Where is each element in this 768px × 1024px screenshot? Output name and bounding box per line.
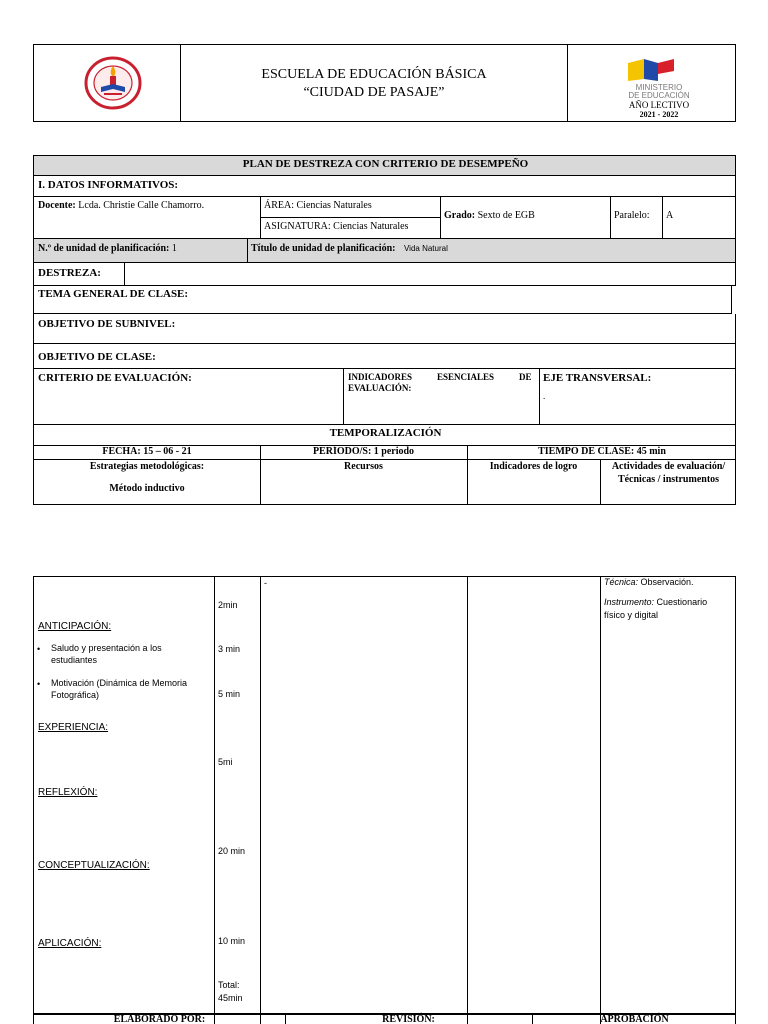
school-year-label: AÑO LECTIVO bbox=[628, 100, 690, 110]
objetivo-subnivel-row bbox=[33, 314, 736, 344]
time-total-label: Total: bbox=[218, 980, 240, 990]
instrumento-label: Instrumento: bbox=[604, 597, 655, 607]
indicadores-label-3: DE bbox=[519, 372, 532, 382]
aplicacion-label: APLICACIÓN: bbox=[38, 938, 102, 949]
conceptualizacion-label: CONCEPTUALIZACIÓN: bbox=[38, 860, 150, 871]
destreza-label: DESTREZA: bbox=[38, 267, 101, 279]
section-datos-label: I. DATOS INFORMATIVOS: bbox=[38, 179, 179, 191]
time-saludo: 3 min bbox=[218, 644, 241, 654]
column-indicadores: Indicadores de logro bbox=[489, 461, 578, 472]
docente-value: Lcda. Christie Calle Chamorro. bbox=[78, 200, 205, 211]
grado-label: Grado: bbox=[444, 210, 476, 221]
asignatura-value: Ciencias Naturales bbox=[333, 221, 409, 232]
plan-title: PLAN DE DESTREZA CON CRITERIO DE DESEMPEÑO bbox=[242, 158, 529, 170]
objetivo-clase-label: OBJETIVO DE CLASE: bbox=[38, 351, 156, 363]
unidad-title-label: Título de unidad de planificación: bbox=[251, 243, 396, 254]
column-recursos: Recursos bbox=[344, 461, 383, 472]
aprobacion-label: APROBACIÓN bbox=[600, 1014, 669, 1024]
area-value: Ciencias Naturales bbox=[296, 200, 372, 211]
destreza-row bbox=[33, 263, 736, 286]
fecha-row bbox=[33, 446, 736, 460]
unidad-row bbox=[33, 239, 736, 263]
tecnica-label: Técnica: bbox=[604, 577, 639, 587]
indicadores-label-2: ESENCIALES bbox=[437, 372, 495, 382]
recursos-dash: - bbox=[264, 578, 267, 588]
column-metodo: Método inductivo bbox=[109, 483, 185, 494]
indicadores-label-4: EVALUACIÓN: bbox=[348, 383, 412, 393]
ministry-line2: DE EDUCACIÓN bbox=[628, 91, 690, 100]
area-label: ÁREA: bbox=[264, 200, 294, 211]
tiempo-clase-label: TIEMPO DE CLASE: 45 min bbox=[538, 446, 666, 457]
temporalizacion-label: TEMPORALIZACIÓN bbox=[329, 427, 442, 439]
instrumento-value-1: Cuestionario bbox=[656, 597, 708, 607]
grado-value: Sexto de EGB bbox=[477, 210, 535, 221]
ministry-flag-logo bbox=[626, 57, 678, 83]
time-conceptualizacion: 20 min bbox=[218, 846, 246, 856]
bullet-icon: • bbox=[37, 679, 41, 689]
school-name: ESCUELA DE EDUCACIÓN BÁSICA bbox=[261, 67, 487, 82]
school-seal-logo bbox=[84, 56, 142, 110]
indicadores-label-1: INDICADORES bbox=[348, 372, 413, 382]
fecha-label: FECHA: 15 – 06 - 21 bbox=[102, 446, 192, 457]
paralelo-label: Paralelo: bbox=[614, 210, 650, 221]
docente-label: Docente: bbox=[38, 200, 76, 211]
column-actividades-2: Técnicas / instrumentos bbox=[617, 474, 720, 485]
bullet1-line2: estudiantes bbox=[51, 655, 98, 665]
revision-label: REVISIÓN: bbox=[382, 1014, 435, 1024]
unidad-number-value: 1 bbox=[171, 243, 177, 254]
objetivo-clase-row bbox=[33, 344, 736, 369]
elaborado-label: ELABORADO POR: bbox=[113, 1014, 206, 1024]
school-subtitle: “CIUDAD DE PASAJE” bbox=[303, 85, 445, 100]
time-total-value: 45min bbox=[218, 993, 243, 1003]
bullet2-line2: Fotográfica) bbox=[51, 690, 100, 700]
column-estrategias: Estrategias metodológicas: bbox=[89, 461, 205, 472]
unidad-title-value: Vida Natural bbox=[403, 244, 448, 253]
eje-transversal-value: . bbox=[543, 391, 546, 401]
document-header bbox=[33, 44, 736, 122]
tema-row bbox=[33, 286, 732, 314]
instrumento-value-2: físico y digital bbox=[604, 610, 659, 620]
criterio-label: CRITERIO DE EVALUACIÓN: bbox=[38, 372, 192, 384]
tecnica-value: Observación. bbox=[640, 577, 694, 587]
header-divider bbox=[180, 45, 181, 121]
section-datos-row bbox=[33, 176, 736, 197]
criterio-row bbox=[33, 369, 736, 425]
objetivo-subnivel-label: OBJETIVO DE SUBNIVEL: bbox=[38, 318, 176, 330]
time-experiencia: 5mi bbox=[218, 757, 233, 767]
paralelo-value: A bbox=[666, 210, 674, 221]
asignatura-label: ASIGNATURA: bbox=[264, 221, 331, 232]
columns-header-row bbox=[33, 460, 736, 505]
header-divider bbox=[567, 45, 568, 121]
time-anticipacion: 2min bbox=[218, 600, 238, 610]
tema-label: TEMA GENERAL DE CLASE: bbox=[38, 288, 189, 300]
experiencia-label: EXPERIENCIA: bbox=[38, 722, 109, 733]
bullet1-line1: Saludo y presentación a los bbox=[51, 643, 162, 653]
ministry-line1: MINISTERIO bbox=[635, 83, 683, 92]
column-actividades-1: Actividades de evaluación/ bbox=[611, 461, 726, 472]
periodo-label: PERÍODO/S: 1 periodo bbox=[312, 446, 415, 457]
activities-table bbox=[33, 576, 736, 1024]
bullet2-line1: Motivación (Dinámica de Memoria bbox=[51, 678, 188, 688]
school-year-value: 2021 - 2022 bbox=[639, 110, 679, 119]
anticipacion-label: ANTICIPACIÓN: bbox=[38, 621, 112, 632]
time-motivacion: 5 min bbox=[218, 689, 241, 699]
eje-transversal-label: EJE TRANSVERSAL: bbox=[543, 372, 652, 384]
plan-title-row bbox=[33, 155, 736, 176]
temporalizacion-row bbox=[33, 425, 736, 446]
signature-row bbox=[33, 1013, 736, 1024]
docente-row bbox=[33, 197, 736, 239]
time-aplicacion: 10 min bbox=[218, 936, 246, 946]
bullet-icon: • bbox=[37, 644, 41, 654]
unidad-number-label: N.º de unidad de planificación: bbox=[38, 243, 170, 254]
reflexion-label: REFLEXIÓN: bbox=[38, 787, 98, 798]
